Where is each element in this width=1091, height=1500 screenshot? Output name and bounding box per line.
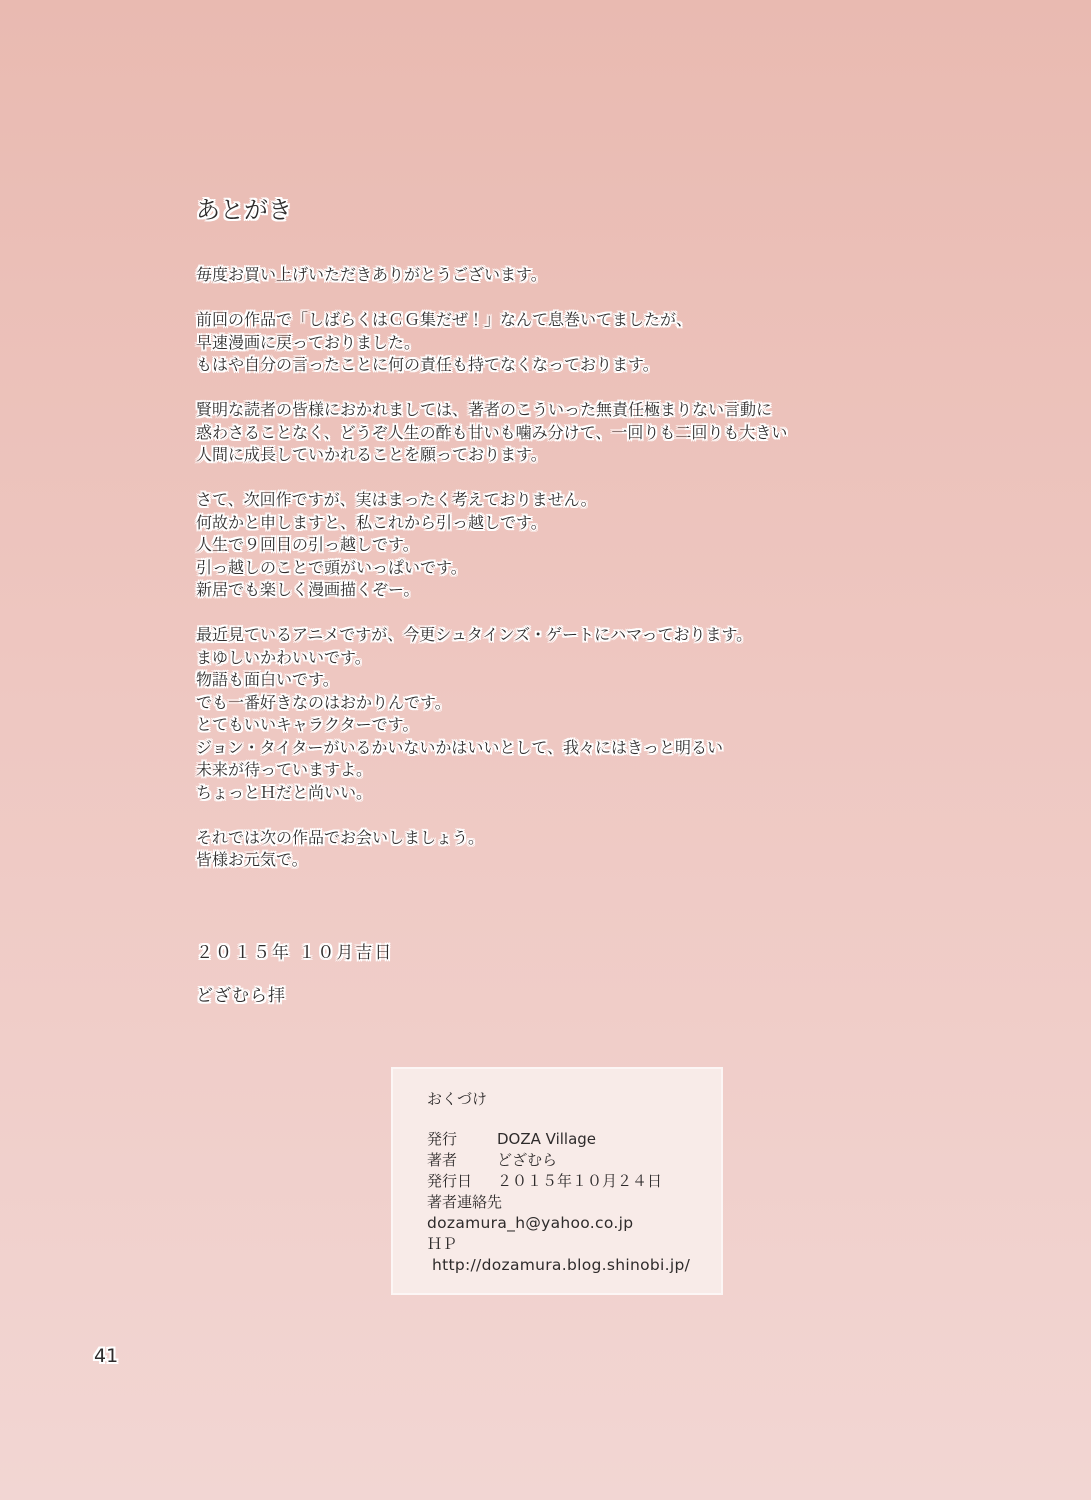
afterword-line: 皆様お元気で。 [196,850,308,869]
afterword-line: 物語も面白いです。 [196,670,339,689]
afterword-paragraph [196,624,787,804]
contact-label: 著者連絡先 [427,1193,503,1211]
afterword-paragraph [196,489,787,602]
afterword-line: さて、次回作ですが、実はまったく考えておりません。 [196,490,597,509]
afterword-paragraph [196,827,787,872]
hp-label: ＨＰ [427,1235,458,1253]
afterword-line: とてもいいキャラクターです。 [196,715,419,734]
afterword-line: 引っ越しのことで頭がいっぱいです。 [196,557,467,577]
page-number: 41 [94,1345,119,1367]
afterword-line: 未来が待っていますよ。 [196,760,373,779]
colophon-box [391,1067,723,1295]
afterword-line: 何故かと申しますと、私これから引っ越しです。 [196,512,547,532]
publisher-label: 発行 [427,1130,458,1148]
afterword-line: でも一番好きなのはおかりんです。 [196,692,451,712]
date-line: ２０１５年 １０月吉日 [196,943,394,963]
afterword-line: 賢明な読者の皆様におかれましては、著者のこういった無責任極まりない言動に [196,400,773,419]
afterword-line: 人生で９回目の引っ越しです。 [196,535,419,554]
colophon-title: おくづけ [427,1090,488,1108]
afterword-paragraph [196,309,787,377]
homepage-url: http://dozamura.blog.shinobi.jp/ [432,1256,691,1274]
publish-date-label: 発行日 [427,1172,473,1190]
colophon-row-author [427,1150,707,1171]
afterword-line: 人間に成長していかれることを願っております。 [196,445,547,464]
afterword-line: 惑わさることなく、どうぞ人生の酢も甘いも噛み分けて、一回りも二回りも大きい [196,422,788,442]
publisher-value: DOZA Village [497,1130,597,1148]
afterword-line: もはや自分の言ったことに何の責任も持てなくなっております。 [196,355,659,374]
author-signature: どざむら拝 [196,986,286,1006]
afterword-line: 新居でも楽しく漫画描くぞー。 [196,580,420,599]
afterword-line: ジョン・タイターがいるかいないかはいいとして、我々にはきっと明るい [196,737,724,757]
afterword-paragraph [196,399,787,467]
afterword-line: 毎度お買い上げいただきありがとうございます。 [196,265,547,284]
page-title: あとがき [196,196,292,224]
afterword-line: 早速漫画に戻っておりました。 [196,332,421,352]
author-label: 著者 [427,1151,458,1169]
colophon-row-publisher [427,1129,707,1150]
afterword-body [196,264,787,872]
author-value: どざむら [497,1151,558,1169]
contact-email: dozamura_h@yahoo.co.jp [427,1214,634,1232]
afterword-line: まゆしいかわいいです。 [196,647,371,667]
afterword-line: ちょっとＨだと尚いい。 [196,782,373,802]
colophon-row-publish-date [427,1171,707,1192]
afterword-line: 前回の作品で「しばらくはＣＧ集だぜ！」なんて息巻いてましたが、 [196,310,693,329]
afterword-line: それでは次の作品でお会いしましょう。 [196,827,485,847]
publish-date-value: ２０１５年１０月２４日 [497,1172,663,1190]
afterword-paragraph [196,264,787,287]
afterword-line: 最近見ているアニメですが、今更シュタインズ・ゲートにハマっております。 [196,625,753,644]
